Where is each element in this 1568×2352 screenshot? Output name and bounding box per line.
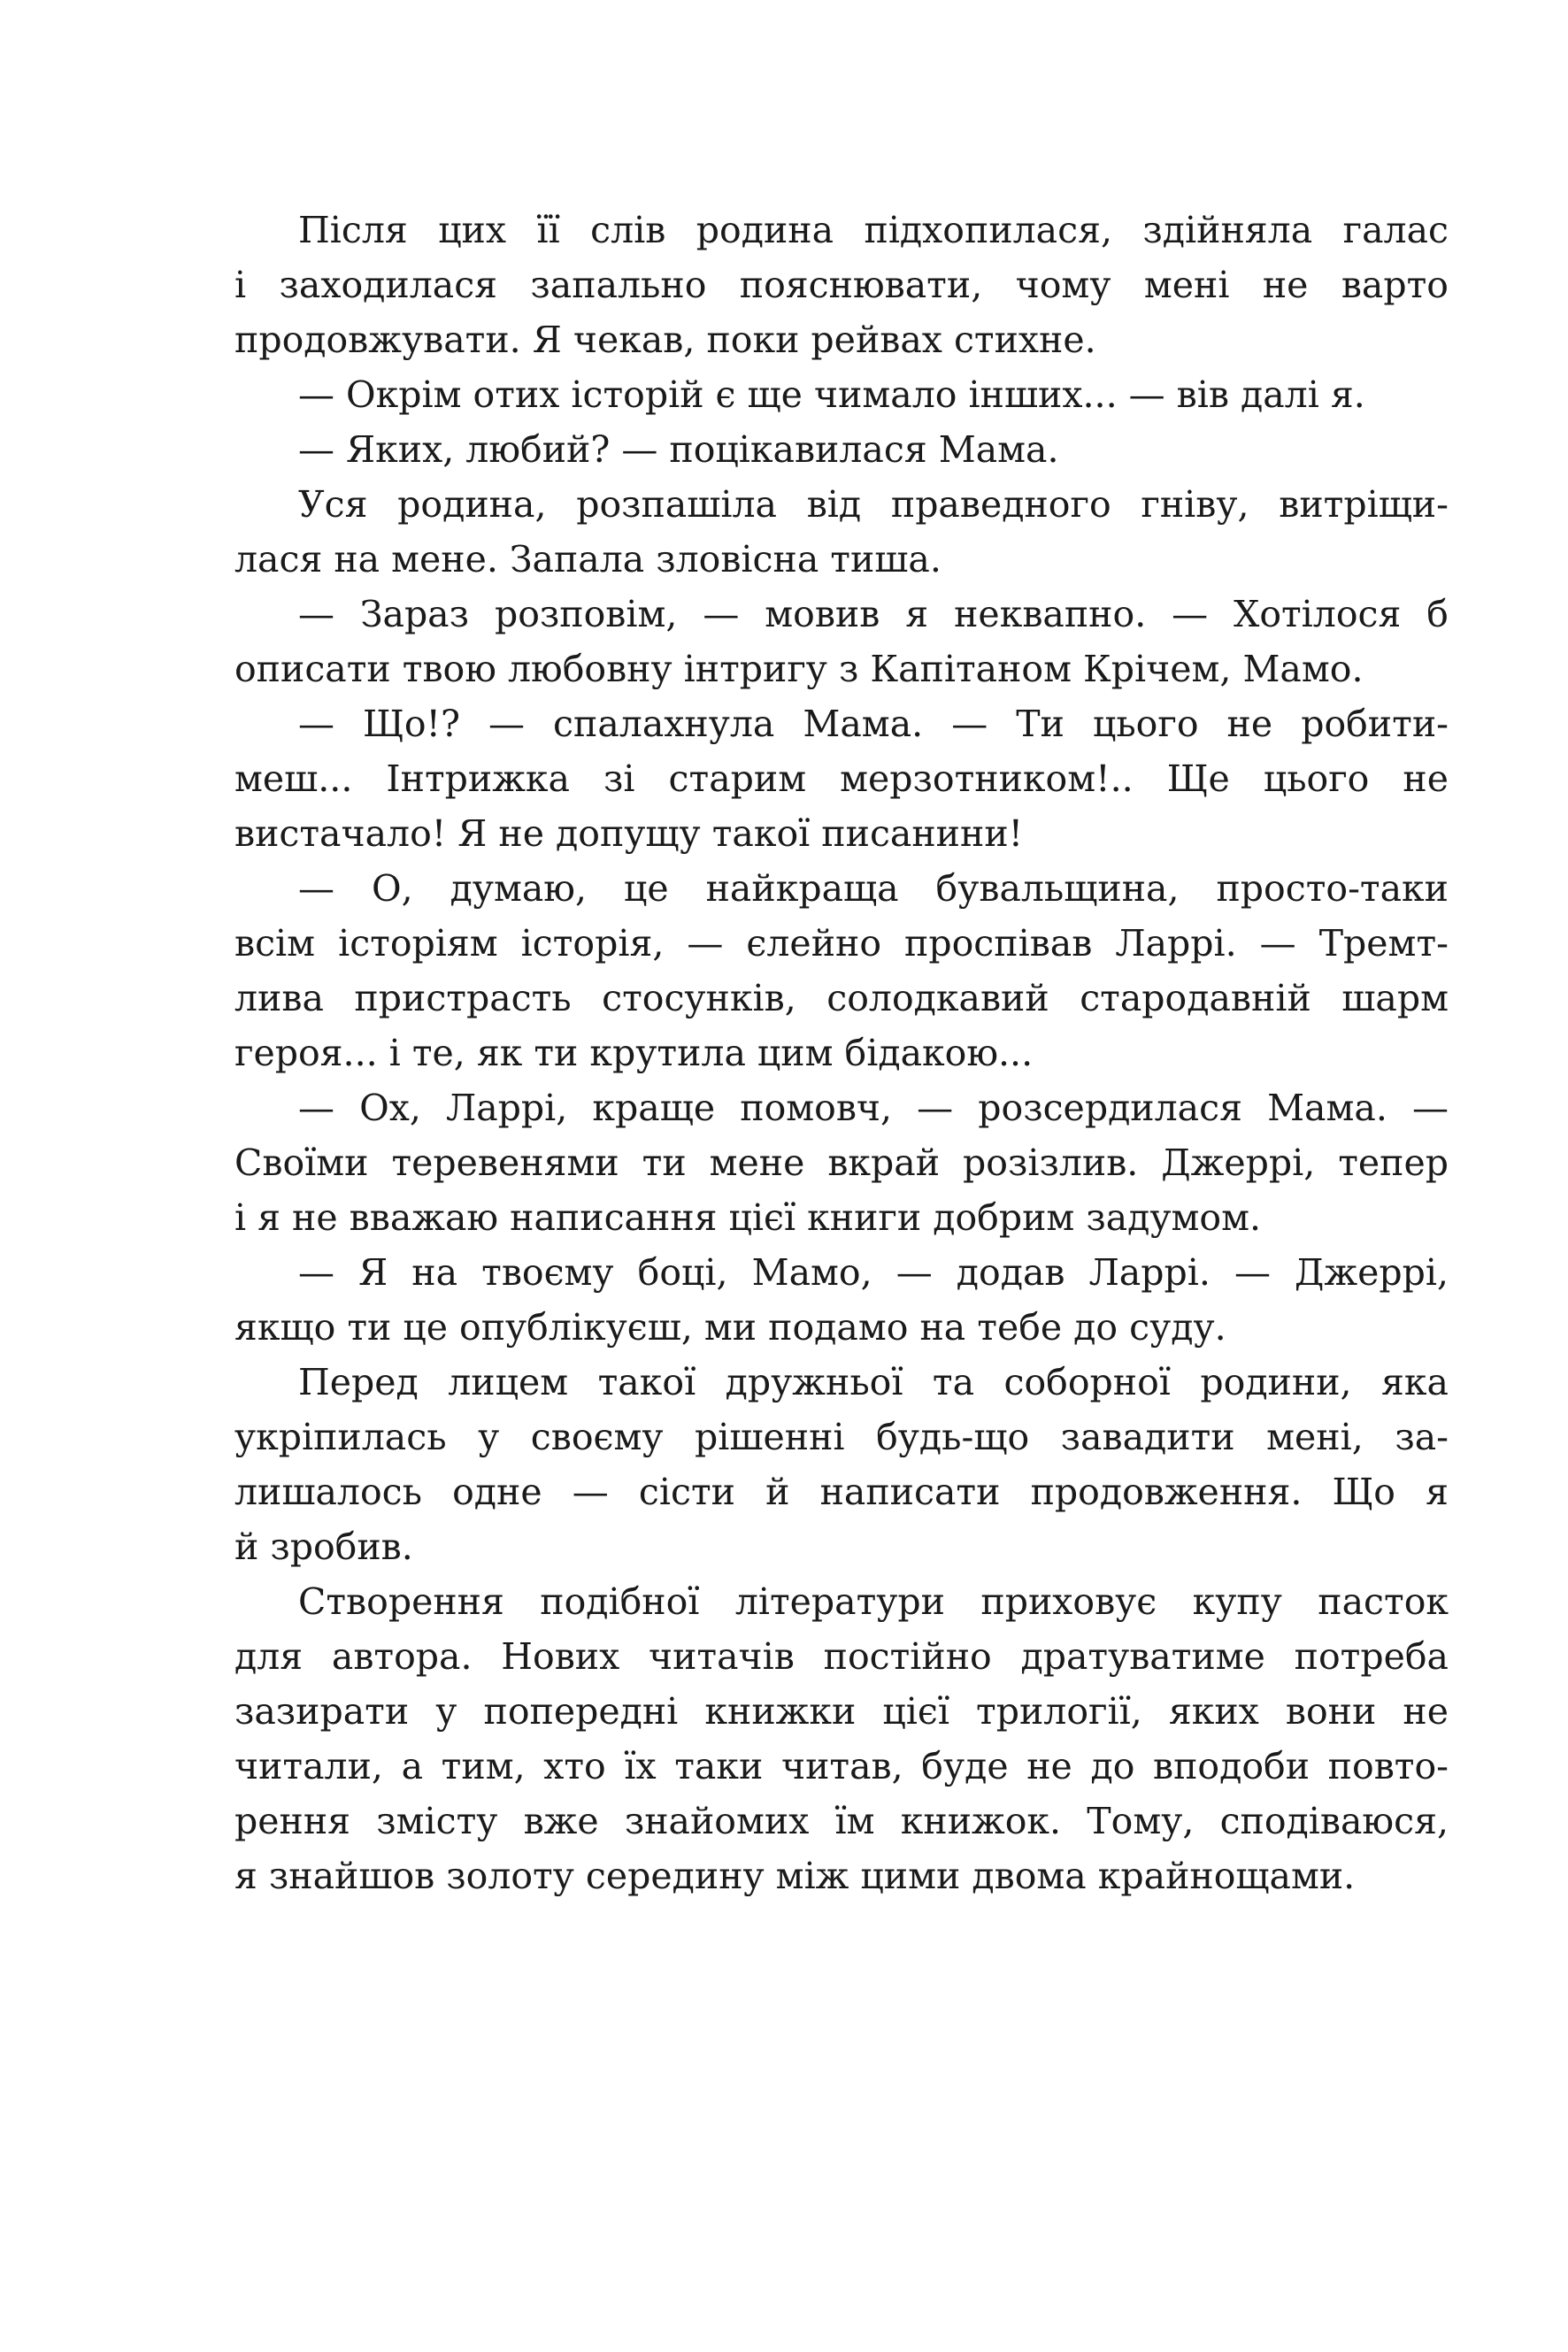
text-line: — О, думаю, це найкраща бувальщина, просто-таки (298, 867, 1449, 910)
paragraph (234, 1245, 1449, 1355)
text-line: Перед лицем такої дружньої та соборної родини, яка (298, 1361, 1449, 1403)
text-line: — Яких, любий? — поцікавилася Мама. (298, 428, 1059, 471)
text-line: рення змісту вже знайомих їм книжок. Тому, сподіваюся, (234, 1800, 1449, 1842)
paragraph (234, 367, 1449, 422)
text-line: лася на мене. Запала зловісна тиша. (234, 538, 942, 580)
text-line: і заходилася запально пояснювати, чому мені не варто (234, 264, 1449, 306)
text-line: якщо ти це опублікуєш, ми подамо на тебе до суду. (234, 1306, 1226, 1349)
text-line: — Що!? — спалахнула Мама. — Ти цього не робити- (298, 703, 1449, 745)
text-line: описати твою любовну інтригу з Капітаном Крічем, Мамо. (234, 648, 1364, 690)
paragraph (234, 1574, 1449, 1903)
text-line: Своїми теревенями ти мене вкрай розізлив. Джеррі, тепер (234, 1141, 1449, 1184)
text-line: я знайшов золоту середину між цими двома крайнощами. (234, 1855, 1356, 1897)
text-line: Уся родина, розпашіла від праведного гніву, витріщи- (298, 483, 1449, 526)
text-line: й зробив. (234, 1526, 413, 1568)
page-body-text (234, 203, 1449, 1903)
paragraph (234, 1355, 1449, 1574)
text-line: всім історіям історія, — єлейно проспівав Ларрі. — Тремт- (234, 922, 1449, 965)
paragraph (234, 696, 1449, 861)
text-line: Створення подібної літератури приховує купу пасток (298, 1580, 1449, 1623)
text-line: і я не вважаю написання цієї книги добрим задумом. (234, 1196, 1262, 1239)
text-line: героя... і те, як ти крутила цим бідакою... (234, 1032, 1034, 1074)
text-line: — Зараз розповім, — мовив я неквапно. — Хотілося б (298, 593, 1449, 635)
text-line: для автора. Нових читачів постійно дратуватиме потреба (234, 1635, 1449, 1678)
paragraph (234, 587, 1449, 696)
text-line: — Я на твоєму боці, Мамо, — додав Ларрі. — Джеррі, (298, 1251, 1449, 1294)
text-line: продовжувати. Я чекав, поки рейвах стихне. (234, 319, 1096, 361)
paragraph (234, 477, 1449, 587)
text-line: читали, а тим, хто їх таки читав, буде не до вподоби повто- (234, 1745, 1449, 1787)
text-line: лишалось одне — сісти й написати продовження. Що я (234, 1471, 1449, 1513)
text-line: Після цих її слів родина підхопилася, здійняла галас (298, 209, 1449, 251)
text-line: лива пристрасть стосунків, солодкавий стародавній шарм (234, 977, 1449, 1019)
paragraph (234, 203, 1449, 367)
text-line: — Ох, Ларрі, краще помовч, — розсердилася Мама. — (298, 1087, 1449, 1129)
paragraph (234, 861, 1449, 1080)
text-line: зазирати у попередні книжки цієї трилогії, яких вони не (234, 1690, 1449, 1733)
text-line: — Окрім отих історій є ще чимало інших... — вів далі я. (298, 373, 1365, 416)
text-line: меш... Інтрижка зі старим мерзотником!.. Ще цього не (234, 757, 1449, 800)
text-line: вистачало! Я не допущу такої писанини! (234, 812, 1024, 855)
paragraph (234, 422, 1449, 477)
paragraph (234, 1080, 1449, 1245)
text-line: укріпилась у своєму рішенні будь-що завадити мені, за- (234, 1416, 1449, 1458)
